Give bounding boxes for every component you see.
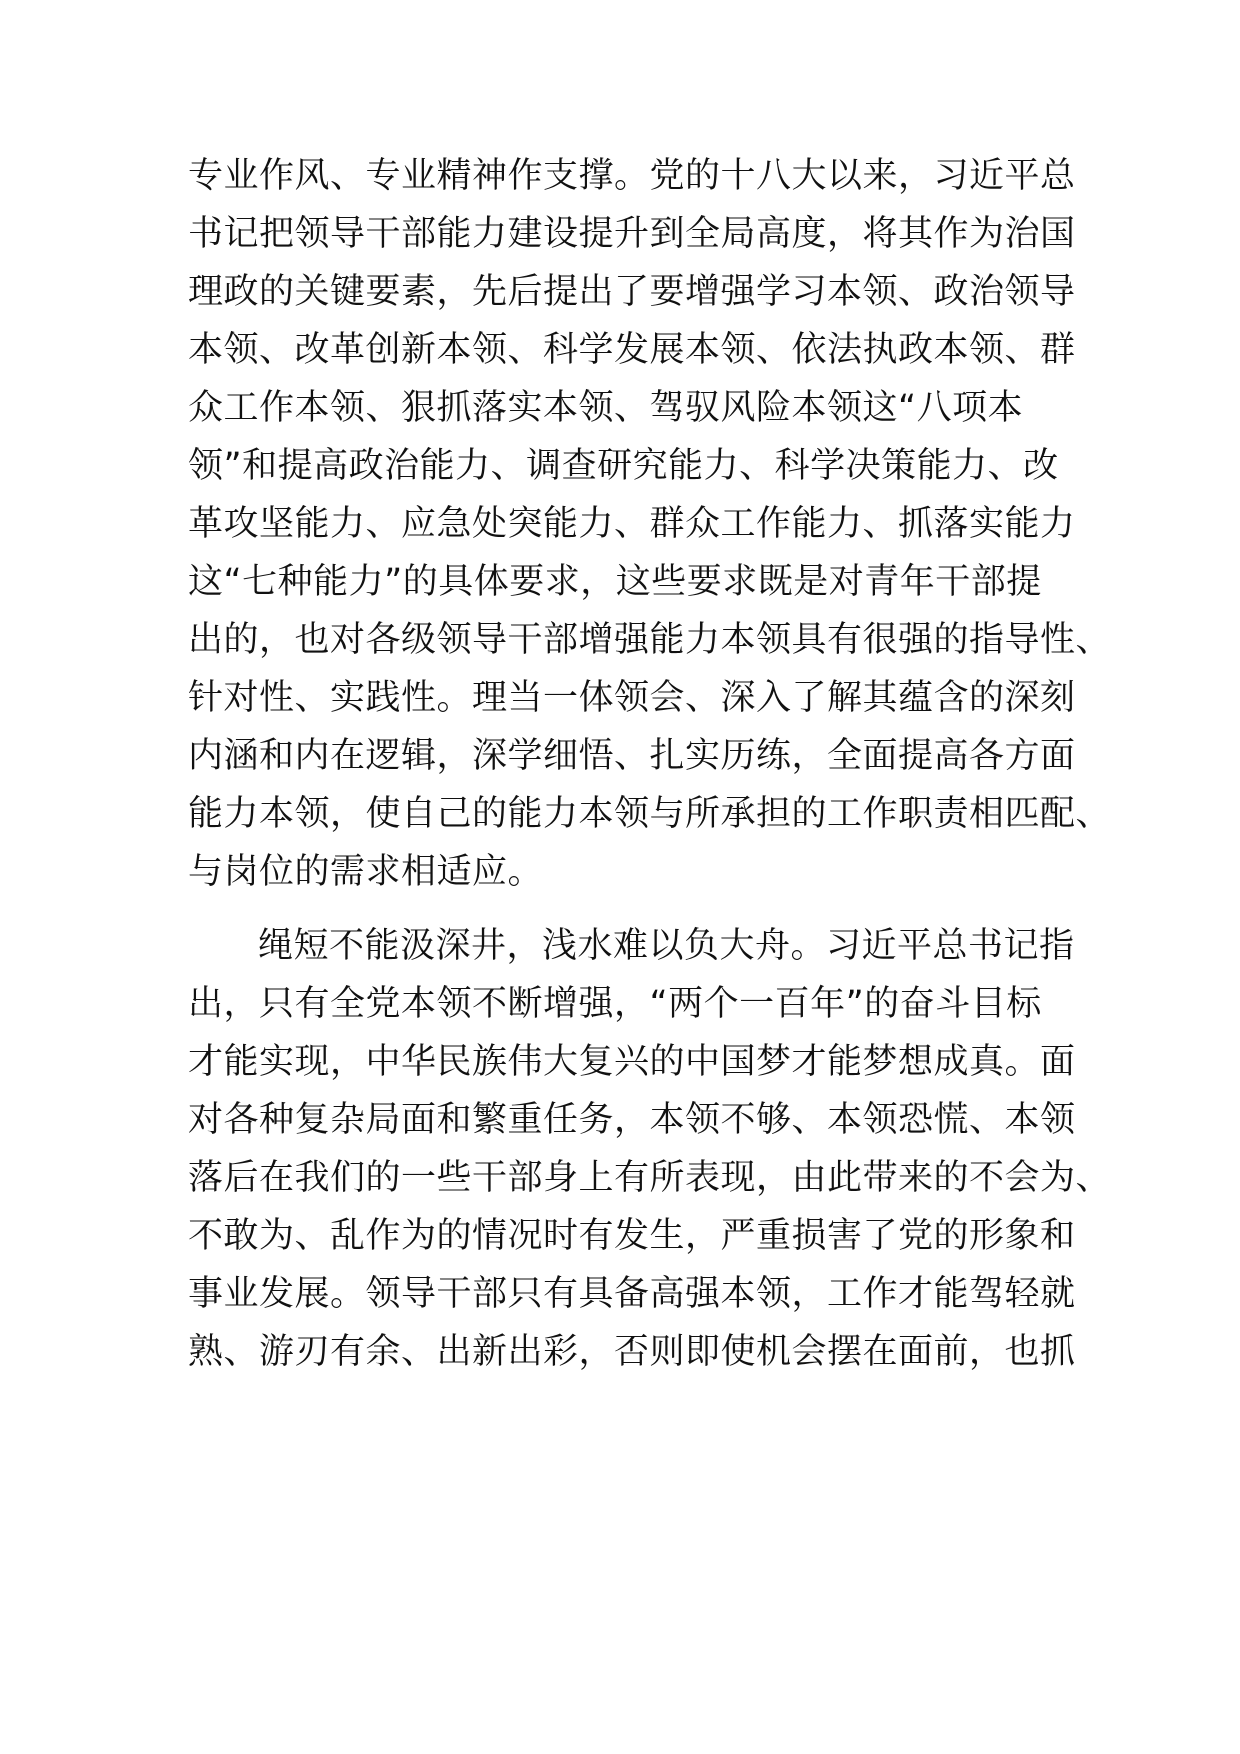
body-text-line: 落后在我们的一些干部身上有所表现，由此带来的不会为、 xyxy=(188,1158,1112,1198)
body-text-line: 书记把领导干部能力建设提升到全局高度，将其作为治国 xyxy=(188,214,1076,254)
body-text-line: 熟、游刃有余、出新出彩，否则即使机会摆在面前，也抓 xyxy=(188,1332,1076,1372)
body-text-line: 内涵和内在逻辑，深学细悟、扎实历练，全面提高各方面 xyxy=(188,736,1076,776)
body-text-line: 不敢为、乱作为的情况时有发生，严重损害了党的形象和 xyxy=(188,1216,1076,1256)
body-text-line: 革攻坚能力、应急处突能力、群众工作能力、抓落实能力 xyxy=(188,504,1076,544)
body-text-line: 与岗位的需求相适应。 xyxy=(188,852,544,892)
body-text-line: 才能实现，中华民族伟大复兴的中国梦才能梦想成真。面 xyxy=(188,1042,1076,1082)
body-text-line: 众工作本领、狠抓落实本领、驾驭风险本领这“八项本 xyxy=(188,388,1024,428)
body-text-line: 针对性、实践性。理当一体领会、深入了解其蕴含的深刻 xyxy=(188,678,1076,718)
paragraph-first-line: 绳短不能汲深井，浅水难以负大舟。习近平总书记指 xyxy=(258,926,1075,966)
body-text-line: 本领、改革创新本领、科学发展本领、依法执政本领、群 xyxy=(188,330,1076,370)
body-text-line: 专业作风、专业精神作支撑。党的十八大以来，习近平总 xyxy=(188,156,1076,196)
body-text-line: 理政的关键要素，先后提出了要增强学习本领、政治领导 xyxy=(188,272,1076,312)
body-text-line: 出，只有全党本领不断增强，“两个一百年”的奋斗目标 xyxy=(188,984,1042,1024)
body-text-line: 出的，也对各级领导干部增强能力本领具有很强的指导性、 xyxy=(188,620,1112,660)
body-text-line: 事业发展。领导干部只有具备高强本领，工作才能驾轻就 xyxy=(188,1274,1076,1314)
body-text-line: 能力本领，使自己的能力本领与所承担的工作职责相匹配、 xyxy=(188,794,1112,834)
body-text-line: 领”和提高政治能力、调查研究能力、科学决策能力、改 xyxy=(188,446,1059,486)
body-text-line: 这“七种能力”的具体要求，这些要求既是对青年干部提 xyxy=(188,562,1042,602)
body-text-line: 对各种复杂局面和繁重任务，本领不够、本领恐慌、本领 xyxy=(188,1100,1076,1140)
